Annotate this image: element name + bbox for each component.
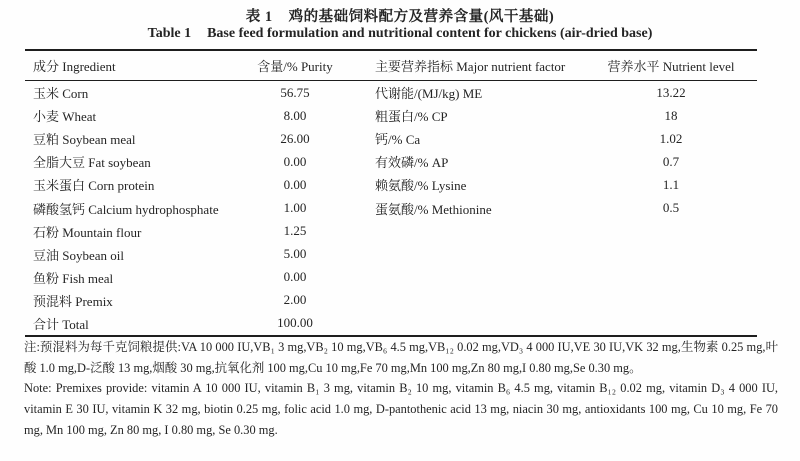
table-footnotes — [24, 337, 778, 441]
table-row — [25, 220, 757, 243]
footnote-zh: 注:预混料为每千克饲粮提供:VA 10 000 IU,VB₁ 3 mg,VB₂ 10 mg,VB₆ 4.5 mg,VB₁₂ 0.02 mg,VD₃ 4 000 IU,VE 30 IU,VK 32 mg,生物素 0.25 mg,叶酸 1.0 mg,D-泛酸 13 mg,烟酸 30 mg,抗氧化剂 100 mg,Cu 10 mg,Fe 70 mg,Mn 100 mg,Zn 80 mg,I 0.80 mg,Se 0.30 mg。 — [24, 340, 778, 375]
nutrient-level-cell: 0.5 — [662, 200, 680, 216]
purity-cell: 1.25 — [283, 223, 307, 239]
ingredient-cell: 鱼粉 Fish meal — [33, 270, 114, 286]
table-body — [25, 81, 757, 335]
table-row — [25, 173, 757, 196]
nutrient-level-cell: 13.22 — [656, 84, 686, 100]
ingredient-cell: 磷酸氢钙 Calcium hydrophosphate — [33, 201, 219, 217]
table-row — [25, 196, 757, 219]
ingredient-cell: 全脂大豆 Fat soybean — [33, 155, 151, 171]
nutrient-level-cell: 1.02 — [659, 130, 683, 146]
nutrient-level-cell: 18 — [664, 107, 678, 123]
table-row — [25, 127, 757, 150]
ingredient-cell: 合计 Total — [33, 316, 89, 332]
nutrient-factor-cell: 赖氨酸/% Lysine — [375, 178, 467, 194]
nutrient-level-cell: 1.1 — [662, 176, 680, 192]
table-title-en — [0, 26, 800, 42]
table-row — [25, 81, 757, 104]
table-row — [25, 266, 757, 289]
ingredient-cell: 豆油 Soybean oil — [33, 247, 124, 263]
purity-cell: 0.00 — [283, 176, 307, 192]
table-number-en: Table 1 — [147, 26, 192, 41]
purity-cell: 0.00 — [283, 269, 307, 285]
purity-cell: 1.00 — [283, 200, 307, 216]
ingredient-cell: 小麦 Wheat — [33, 109, 97, 125]
ingredient-cell: 石粉 Mountain flour — [33, 224, 142, 240]
nutrient-factor-cell: 钙/% Ca — [375, 132, 421, 148]
table-title-en-text: Base feed formulation and nutritional content for chickens (air-dried base) — [207, 26, 653, 41]
purity-cell: 26.00 — [280, 130, 310, 146]
purity-cell: 100.00 — [277, 315, 313, 331]
purity-cell: 5.00 — [283, 246, 307, 262]
purity-cell: 56.75 — [280, 84, 310, 100]
table-header-row — [25, 51, 757, 81]
ingredient-cell: 豆粕 Soybean meal — [33, 132, 136, 148]
header-purity: 含量/% Purity — [257, 59, 333, 74]
feed-formulation-table — [25, 49, 757, 337]
table-row — [25, 104, 757, 127]
purity-cell: 0.00 — [283, 153, 307, 169]
header-nutrient-level: 营养水平 Nutrient level — [607, 59, 735, 74]
nutrient-factor-cell: 有效磷/% AP — [375, 155, 449, 171]
table-row — [25, 312, 757, 335]
nutrient-factor-cell: 代谢能/(MJ/kg) ME — [375, 86, 483, 102]
purity-cell: 2.00 — [283, 292, 307, 308]
header-ingredient: 成分 Ingredient — [33, 59, 116, 74]
purity-cell: 8.00 — [283, 107, 307, 123]
nutrient-level-cell: 0.7 — [662, 153, 680, 169]
footnote-en: Note: Premixes provide: vitamin A 10 000 IU, vitamin B₁ 3 mg, vitamin B₂ 10 mg, vitamin B₆ 4.5 mg, vitamin B₁₂ 0.02 mg, vitamin D₃ 4 000 IU, vitamin E 30 IU, vitamin K 32 mg, biotin 0.25 mg, folic acid 1.0 mg, D-pantothenic acid 13 mg, niacin 30 mg, antioxidants 100 mg, Cu 10 mg, Fe 70 mg, Mn 100 mg, Zn 80 mg, I 0.80 mg, Se 0.30 mg. — [24, 381, 778, 437]
header-nutrient-factor: 主要营养指标 Major nutrient factor — [375, 59, 566, 74]
nutrient-factor-cell: 蛋氨酸/% Methionine — [375, 201, 492, 217]
ingredient-cell: 预混料 Premix — [33, 293, 113, 309]
table-title-zh — [0, 5, 800, 26]
ingredient-cell: 玉米蛋白 Corn protein — [33, 178, 155, 194]
table-row — [25, 289, 757, 312]
table-row — [25, 243, 757, 266]
nutrient-factor-cell: 粗蛋白/% CP — [375, 109, 448, 125]
table-title-zh-text: 鸡的基础饲料配方及营养含量(风干基础) — [288, 9, 555, 25]
table-row — [25, 150, 757, 173]
ingredient-cell: 玉米 Corn — [33, 86, 89, 102]
table-number-zh: 表 1 — [245, 9, 273, 25]
